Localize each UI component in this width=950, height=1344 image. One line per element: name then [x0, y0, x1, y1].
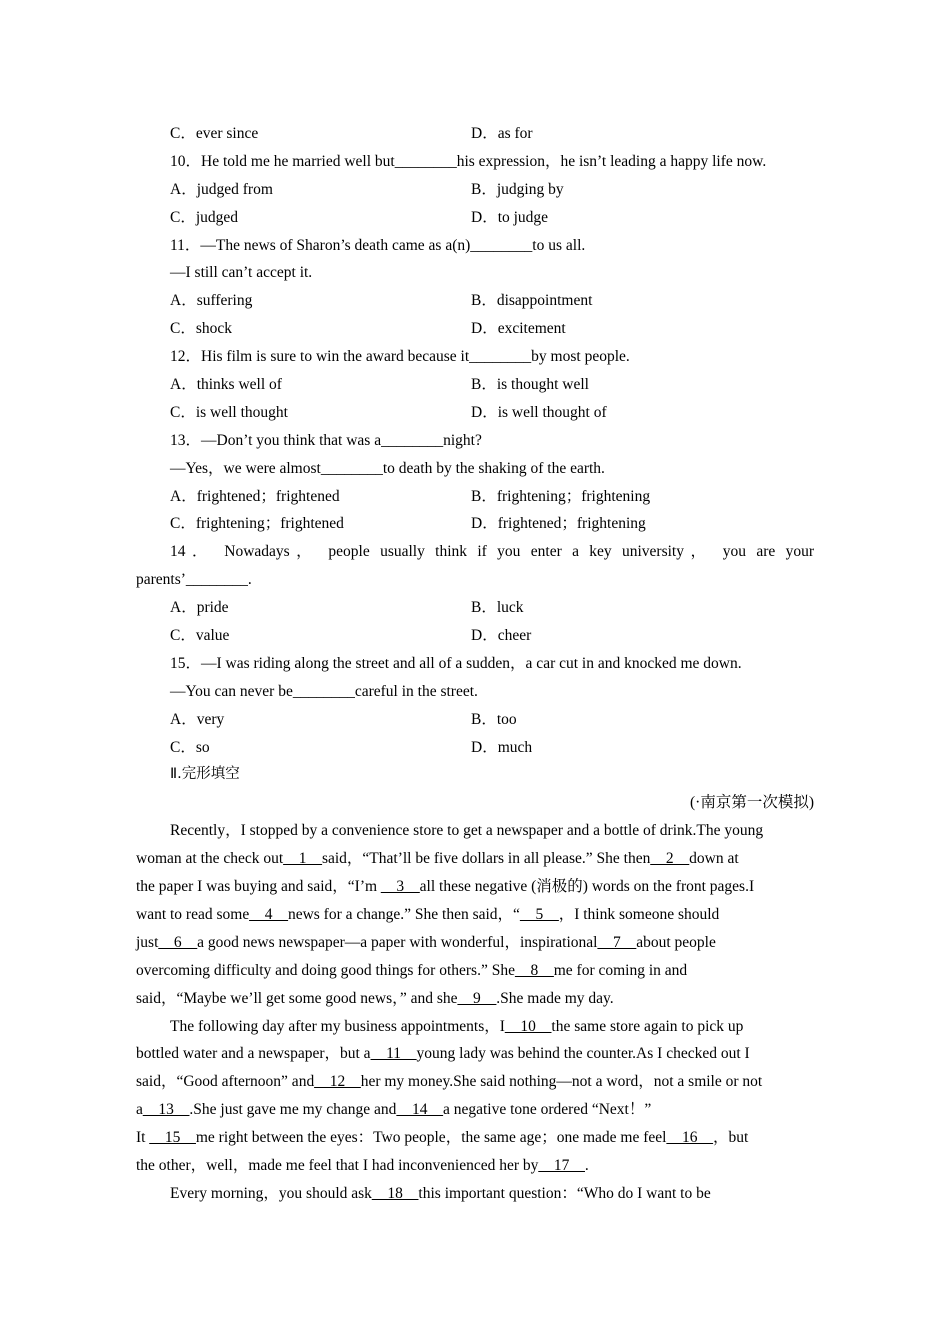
passage-line: want to read some__4__news for a change.” She then said，“__5__，I think someone should [136, 905, 720, 923]
blank-2: __2__ [650, 850, 690, 868]
passage-line: the paper I was buying and said，“I’m __3__all these negative (消极的) words on the front pages.I [136, 878, 755, 896]
q15-stem: 15．—I was riding along the street and all of a sudden，a car cut in and knocked me down. [170, 654, 742, 672]
passage-line: It __15__me right between the eyes：Two people，the same age；one made me feel__16__，but [136, 1129, 749, 1147]
blank-9: __9__ [457, 989, 497, 1007]
q15-option-c: C．so [170, 738, 210, 756]
blank-5: __5__ [519, 905, 559, 923]
passage-line: the other，well，made me feel that I had inconvenienced her by__17__. [136, 1156, 589, 1174]
blank-8: __8__ [514, 961, 554, 979]
blank-3: __3__ [380, 878, 420, 896]
blank-18: __18__ [371, 1184, 419, 1202]
passage-line: just__6__a good news newspaper—a paper with wonderful，inspirational__7__about people [136, 933, 716, 951]
q13-option-d: D．frightened；frightening [471, 515, 646, 533]
q12-option-a: A．thinks well of [170, 376, 282, 394]
q11-option-b: B．disappointment [471, 292, 593, 310]
q15-option-d: D．much [471, 738, 533, 756]
passage-line: Recently，I stopped by a convenience store to get a newspaper and a bottle of drink.The young [170, 822, 764, 840]
q9-option-c: C．ever since [170, 125, 259, 142]
passage-line: overcoming difficulty and doing good things for others.” She__8__me for coming in and [136, 961, 688, 979]
q13-options-cd [136, 510, 814, 538]
q13-option-a: A．frightened；frightened [170, 487, 340, 505]
blank-14: __14__ [396, 1101, 443, 1119]
blank-11: __11__ [370, 1045, 417, 1063]
blank-1: __1__ [283, 850, 322, 868]
document-page [136, 120, 814, 1208]
q13-reply: —Yes，we were almost________to death by the shaking of the earth. [170, 459, 605, 477]
blank-15: __15__ [149, 1129, 196, 1147]
q11-options-cd [136, 315, 814, 343]
q12-stem: 12．His film is sure to win the award because it________by most people. [170, 348, 630, 366]
q11-stem: 11．—The news of Sharon’s death came as a(n)________to us all. [170, 236, 586, 254]
q10-option-b: B．judging by [471, 180, 564, 198]
q15-options-cd [136, 734, 814, 762]
q14-stem-line1: 14． Nowadays， people usually think if you enter a key university， you are your [170, 543, 814, 561]
q10-options-cd [136, 204, 814, 232]
q14-option-b: B．luck [471, 599, 524, 617]
blank-6: __6__ [158, 933, 198, 951]
q11-option-c: C．shock [170, 320, 233, 338]
q13-options-ab [136, 483, 814, 511]
blank-17: __17__ [538, 1156, 585, 1174]
q14-option-c: C．value [170, 627, 230, 645]
q11-options-ab [136, 287, 814, 315]
q12-option-b: B．is thought well [471, 376, 589, 394]
passage-line: said，“Good afternoon” and__12__her my money.She said nothing—not a word，not a smile or not [136, 1073, 763, 1091]
passage-line: The following day after my business appointments，I__10__the same store again to pick up [170, 1017, 744, 1035]
blank-13: __13__ [142, 1101, 190, 1119]
section-title: Ⅱ.完形填空 [170, 766, 240, 783]
q15-option-a: A．very [170, 710, 225, 728]
q11-reply: —I still can’t accept it. [170, 264, 313, 282]
q13-stem: 13．—Don’t you think that was a________night? [170, 431, 482, 449]
q11-option-d: D．excitement [471, 320, 566, 338]
blank-4: __4__ [249, 905, 288, 923]
passage-line: woman at the check out__1__said，“That’ll be five dollars in all please.” She then__2__down at [136, 850, 739, 868]
q14-stem-line2: parents’________. [136, 571, 252, 589]
q11-option-a: A．suffering [170, 292, 253, 310]
blank-16: __16__ [666, 1129, 713, 1147]
blank-7: __7__ [597, 933, 637, 951]
q14-option-d: D．cheer [471, 627, 532, 645]
passage-line: Every morning，you should ask__18__this important question：“Who do I want to be [170, 1184, 711, 1202]
q10-stem: 10．He told me he married well but________his expression，he isn’t leading a happy life now. [170, 152, 767, 170]
q10-options-ab [136, 176, 814, 204]
q9-options-cd [136, 120, 814, 148]
q13-option-c: C．frightening；frightened [170, 515, 344, 533]
q14-option-a: A．pride [170, 599, 229, 617]
q13-option-b: B．frightening；frightening [471, 487, 651, 505]
q15-options-ab [136, 706, 814, 734]
q10-option-d: D．to judge [471, 208, 549, 226]
q14-options-cd [136, 622, 814, 650]
section-source: (·南京第一次模拟) [690, 794, 814, 812]
q12-options-ab [136, 371, 814, 399]
passage-line: said，“Maybe we’ll get some good news，” and she__9__.She made my day. [136, 989, 614, 1007]
blank-12: __12__ [314, 1073, 361, 1091]
blank-10: __10__ [504, 1017, 552, 1035]
q14-options-ab [136, 594, 814, 622]
q15-option-b: B．too [471, 710, 517, 728]
q12-option-d: D．is well thought of [471, 403, 607, 421]
q9-option-d: D．as for [471, 125, 533, 142]
passage-line: a__13__.She just gave me my change and__14__a negative tone ordered “Next！” [136, 1101, 652, 1119]
q15-reply: —You can never be________careful in the street. [170, 682, 478, 700]
q12-option-c: C．is well thought [170, 403, 288, 421]
q10-option-a: A．judged from [170, 180, 273, 198]
q12-options-cd [136, 399, 814, 427]
passage-line: bottled water and a newspaper，but a__11__young lady was behind the counter.As I checked out I [136, 1045, 750, 1063]
q10-option-c: C．judged [170, 208, 239, 226]
